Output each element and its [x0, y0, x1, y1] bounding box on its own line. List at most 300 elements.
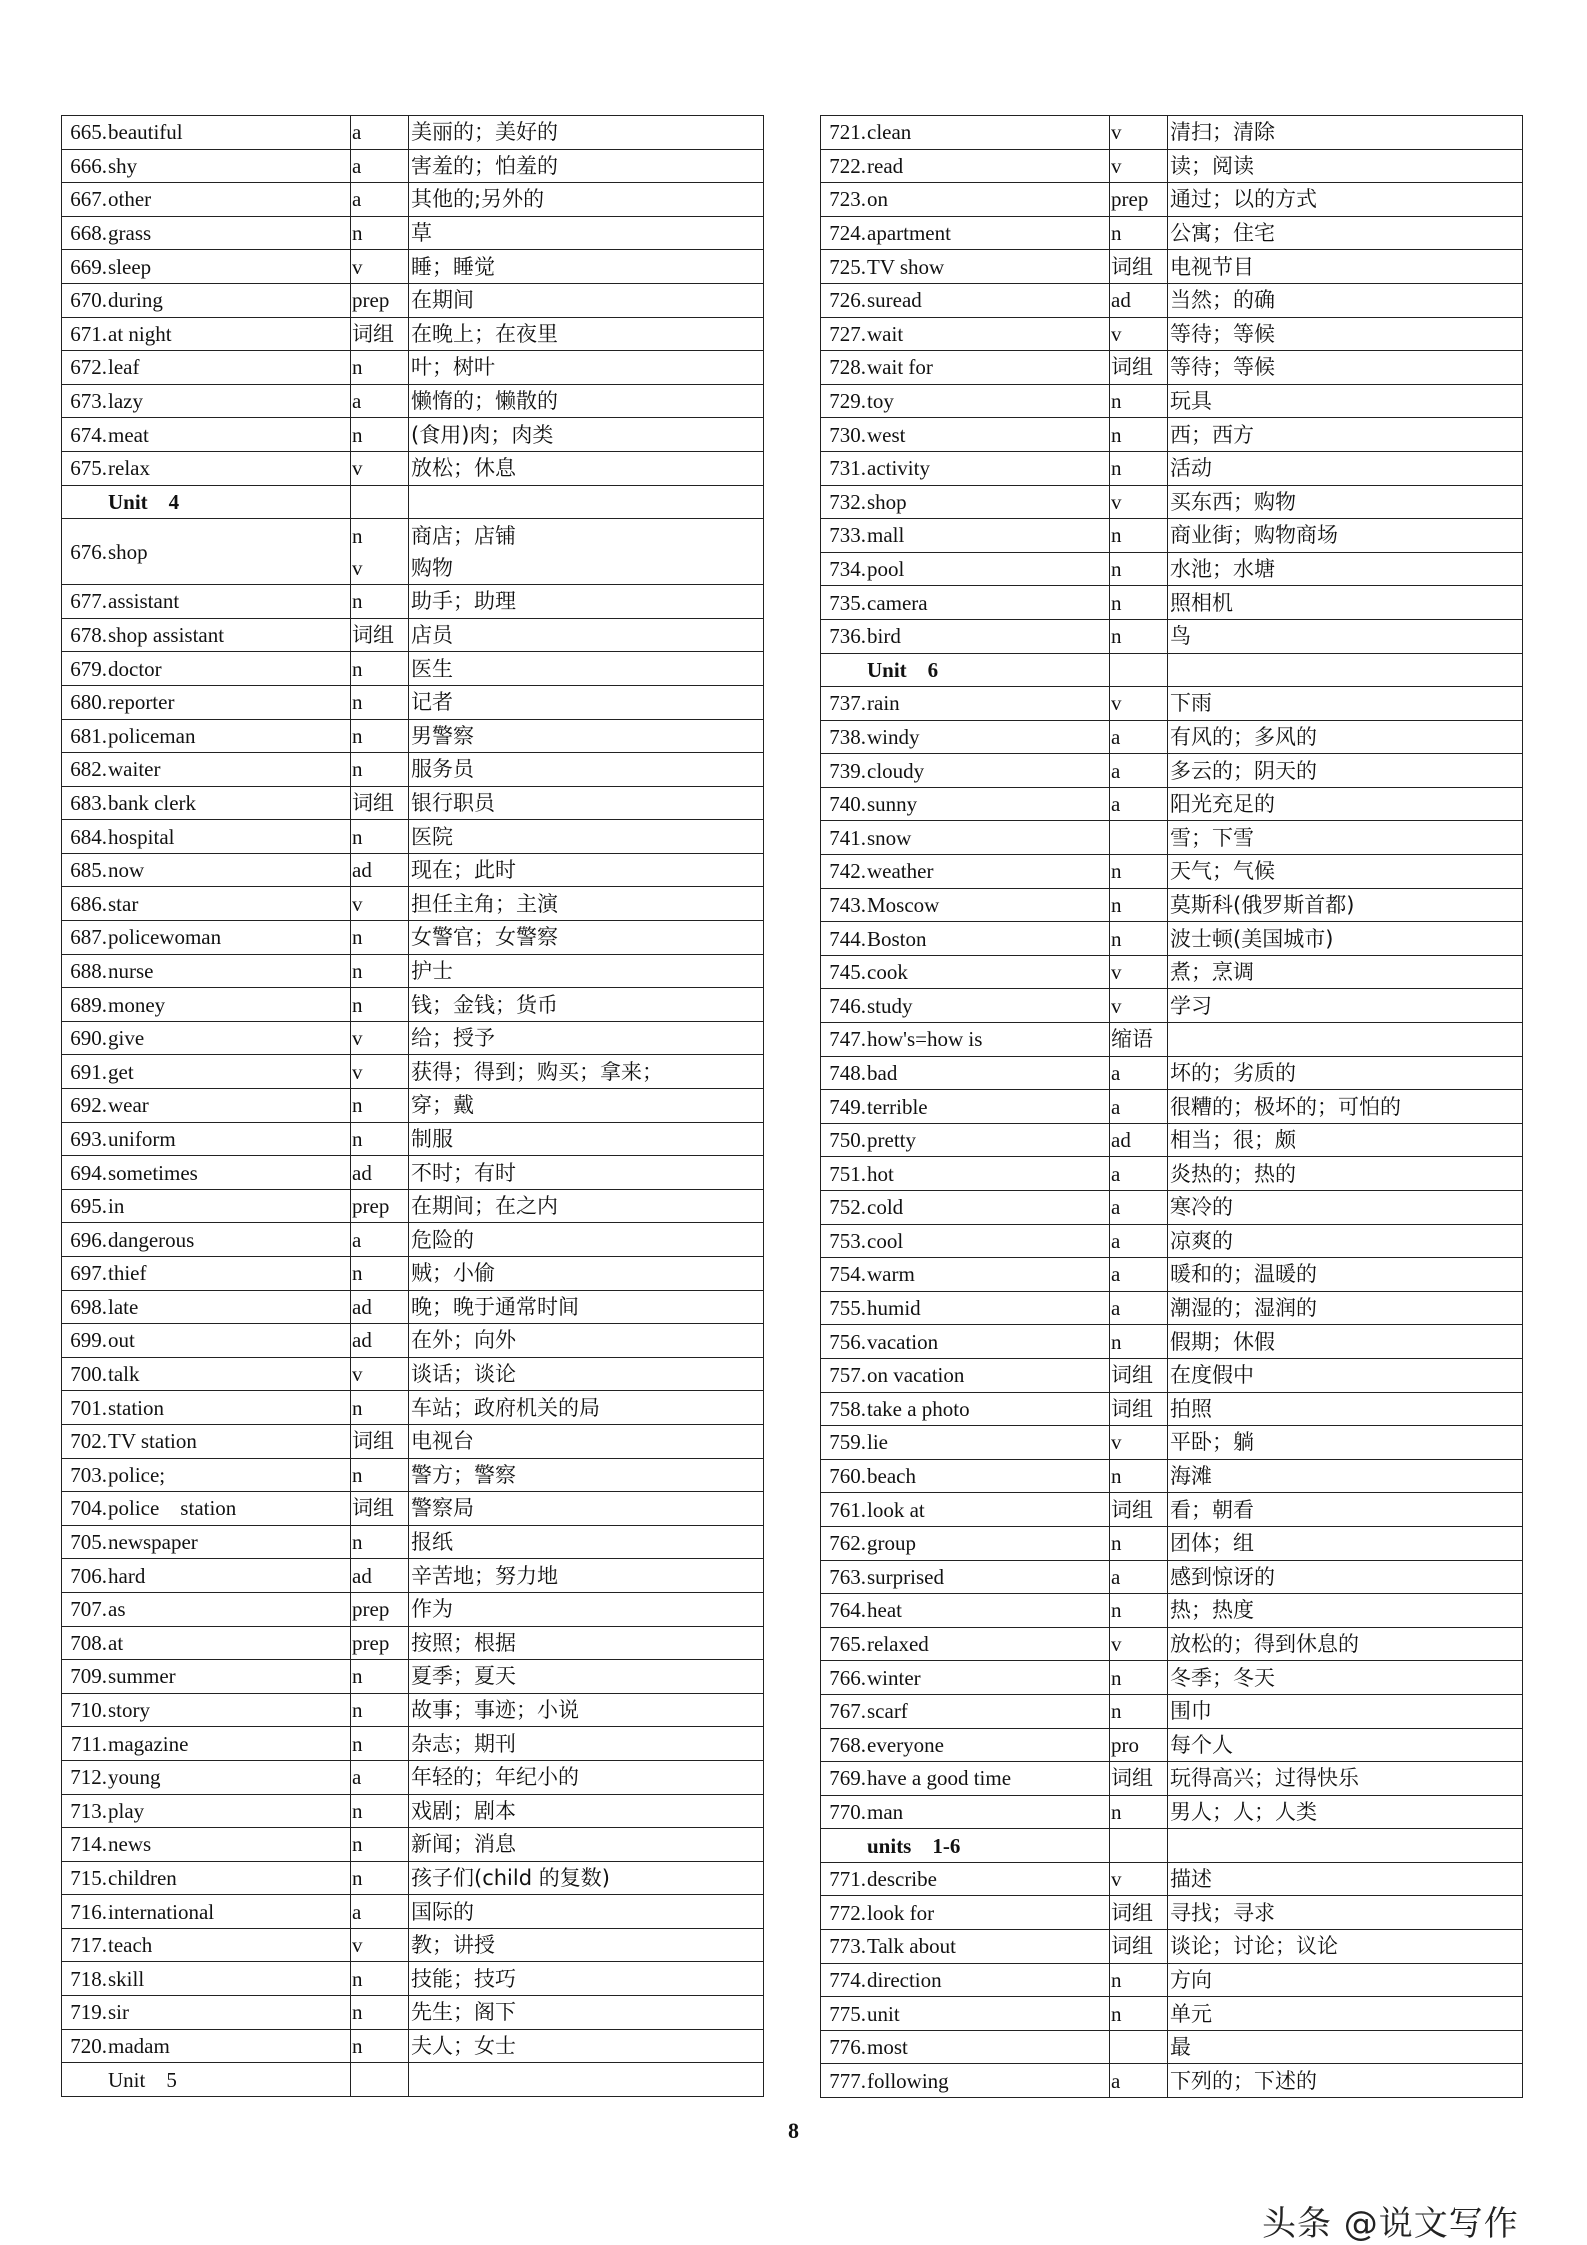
table-row: [821, 1526, 1523, 1560]
table-row: [821, 586, 1523, 620]
entry-translation: 先生；阁下: [409, 1996, 764, 2030]
entry-word: vacation: [866, 1325, 1110, 1359]
entry-number: 732.: [821, 485, 867, 519]
entry-translation: 晚；晚于通常时间: [409, 1290, 764, 1324]
entry-number: 686.: [62, 887, 108, 921]
entry-word: leaf: [107, 351, 351, 385]
entry-word: terrible: [866, 1090, 1110, 1124]
entry-translation: 下雨: [1168, 687, 1523, 721]
entry-translation: 谈话；谈论: [409, 1357, 764, 1391]
entry-word: surprised: [866, 1560, 1110, 1594]
table-row: [821, 451, 1523, 485]
entry-word: study: [866, 989, 1110, 1023]
vocabulary-table-left: [61, 115, 764, 2097]
entry-part-of-speech: v: [351, 1928, 409, 1962]
table-row: [62, 216, 764, 250]
table-row: [62, 1089, 764, 1123]
entry-word: scarf: [866, 1694, 1110, 1728]
entry-translation: 公寓；住宅: [1168, 216, 1523, 250]
entry-translation: 警方；警察: [409, 1458, 764, 1492]
entry-word: cook: [866, 955, 1110, 989]
entry-part-of-speech: ad: [1110, 1123, 1168, 1157]
entry-part-of-speech: n: [351, 1391, 409, 1425]
table-row: [821, 1728, 1523, 1762]
entry-part-of-speech: n: [351, 216, 409, 250]
entry-translation: 草: [409, 216, 764, 250]
table-row: [821, 1358, 1523, 1392]
entry-number: 769.: [821, 1762, 867, 1796]
entry-number: 695.: [62, 1189, 108, 1223]
table-row: [62, 1055, 764, 1089]
entry-number: 711.: [62, 1727, 108, 1761]
entry-word: snow: [866, 821, 1110, 855]
table-row: [821, 250, 1523, 284]
entry-part-of-speech: n: [351, 921, 409, 955]
entry-number: 704.: [62, 1492, 108, 1526]
entry-word: doctor: [107, 652, 351, 686]
entry-part-of-speech: n: [351, 585, 409, 619]
entry-word: west: [866, 418, 1110, 452]
entry-translation: 男警察: [409, 719, 764, 753]
table-row: [821, 989, 1523, 1023]
entry-word: activity: [866, 451, 1110, 485]
entry-part-of-speech: n: [1110, 922, 1168, 956]
entry-number: 671.: [62, 317, 108, 351]
table-row: [62, 1861, 764, 1895]
entry-word: bad: [866, 1056, 1110, 1090]
entry-translation: 多云的；阴天的: [1168, 754, 1523, 788]
vocab-table: [820, 115, 1523, 2098]
entry-translation: 水池；水塘: [1168, 552, 1523, 586]
entry-part-of-speech: a: [1110, 1090, 1168, 1124]
entry-word: bank clerk: [107, 786, 351, 820]
entry-number: 727.: [821, 317, 867, 351]
entry-translation: 当然；的确: [1168, 283, 1523, 317]
entry-number: 694.: [62, 1156, 108, 1190]
entry-part-of-speech: [351, 2063, 409, 2097]
entry-number: 766.: [821, 1661, 867, 1695]
entry-number: 755.: [821, 1291, 867, 1325]
entry-translation: 莫斯科(俄罗斯首都): [1168, 888, 1523, 922]
entry-word: hard: [107, 1559, 351, 1593]
table-row: [821, 2064, 1523, 2098]
entry-number: 757.: [821, 1358, 867, 1392]
entry-translation: 有风的；多风的: [1168, 720, 1523, 754]
entry-part-of-speech: a: [1110, 1056, 1168, 1090]
entry-translation: 孩子们(child 的复数): [409, 1861, 764, 1895]
entry-part-of-speech: 词组: [1110, 1392, 1168, 1426]
entry-word: relaxed: [866, 1627, 1110, 1661]
table-row: [62, 1525, 764, 1559]
table-row: [821, 418, 1523, 452]
table-body: [821, 116, 1523, 2098]
table-row: [821, 317, 1523, 351]
table-row: [821, 1426, 1523, 1460]
entry-number: 707.: [62, 1592, 108, 1626]
entry-word: bird: [866, 619, 1110, 653]
table-row: [821, 1661, 1523, 1695]
entry-word: wait: [866, 317, 1110, 351]
entry-number: 775.: [821, 1997, 867, 2031]
table-row: [62, 921, 764, 955]
table-row: [821, 2030, 1523, 2064]
entry-translation: 清扫；清除: [1168, 116, 1523, 150]
entry-number: 764.: [821, 1594, 867, 1628]
entry-number: 721.: [821, 116, 867, 150]
table-row: [62, 519, 764, 585]
entry-translation: 读；阅读: [1168, 149, 1523, 183]
entry-translation: 睡；睡觉: [409, 250, 764, 284]
table-row: [62, 2029, 764, 2063]
entry-part-of-speech: n: [351, 1458, 409, 1492]
entry-part-of-speech: v: [1110, 485, 1168, 519]
entry-number: 733.: [821, 519, 867, 553]
entry-part-of-speech: 词组: [351, 786, 409, 820]
entry-word: camera: [866, 586, 1110, 620]
entry-translation: 感到惊讶的: [1168, 1560, 1523, 1594]
entry-part-of-speech: [1110, 2030, 1168, 2064]
entry-part-of-speech: v: [1110, 149, 1168, 183]
entry-word: pool: [866, 552, 1110, 586]
entry-word: heat: [866, 1594, 1110, 1628]
entry-word: get: [107, 1055, 351, 1089]
entry-word: newspaper: [107, 1525, 351, 1559]
entry-word: now: [107, 853, 351, 887]
entry-number: 760.: [821, 1459, 867, 1493]
entry-translation: 炎热的；热的: [1168, 1157, 1523, 1191]
entry-number: 749.: [821, 1090, 867, 1124]
entry-number: 723.: [821, 183, 867, 217]
entry-word: humid: [866, 1291, 1110, 1325]
entry-translation: 助手；助理: [409, 585, 764, 619]
entry-number: 699.: [62, 1324, 108, 1358]
entry-number: 706.: [62, 1559, 108, 1593]
table-row: [62, 719, 764, 753]
entry-number: 754.: [821, 1258, 867, 1292]
entry-translation: 波士顿(美国城市): [1168, 922, 1523, 956]
entry-translation: 谈论；讨论；议论: [1168, 1930, 1523, 1964]
entry-number: 683.: [62, 786, 108, 820]
entry-translation: 团体；组: [1168, 1526, 1523, 1560]
entry-part-of-speech: a: [1110, 1258, 1168, 1292]
entry-translation: 围巾: [1168, 1694, 1523, 1728]
entry-translation: [409, 2063, 764, 2097]
entry-part-of-speech: n: [351, 954, 409, 988]
entry-number: 689.: [62, 988, 108, 1022]
entry-part-of-speech: n: [1110, 1594, 1168, 1628]
entry-part-of-speech: v: [351, 1021, 409, 1055]
entry-number: 720.: [62, 2029, 108, 2063]
entry-translation: 不时；有时: [409, 1156, 764, 1190]
table-row: [821, 116, 1523, 150]
table-row: [62, 1559, 764, 1593]
table-row: [821, 351, 1523, 385]
entry-translation: 等待；等候: [1168, 351, 1523, 385]
table-row: [821, 1325, 1523, 1359]
entry-word: direction: [866, 1963, 1110, 1997]
entry-word: winter: [866, 1661, 1110, 1695]
table-row: [62, 1021, 764, 1055]
entry-word: relax: [107, 451, 351, 485]
entry-part-of-speech: n: [1110, 1963, 1168, 1997]
entry-number: 716.: [62, 1895, 108, 1929]
table-row: [62, 887, 764, 921]
entry-part-of-speech: a: [1110, 754, 1168, 788]
entry-word: Talk about: [866, 1930, 1110, 1964]
entry-number: 746.: [821, 989, 867, 1023]
entry-part-of-speech: n: [351, 1828, 409, 1862]
entry-part-of-speech: [351, 519, 409, 585]
entry-part-of-speech: a: [1110, 2064, 1168, 2098]
entry-word: everyone: [866, 1728, 1110, 1762]
entry-number: 768.: [821, 1728, 867, 1762]
table-row: [62, 1794, 764, 1828]
entry-translation: [1168, 1023, 1523, 1057]
table-row: [821, 1023, 1523, 1057]
entry-translation: 店员: [409, 618, 764, 652]
entry-translation: 杂志；期刊: [409, 1727, 764, 1761]
entry-translation: 在晚上；在夜里: [409, 317, 764, 351]
entry-number: 729.: [821, 384, 867, 418]
entry-translation: 夫人；女士: [409, 2029, 764, 2063]
entry-word: warm: [866, 1258, 1110, 1292]
entry-word: wear: [107, 1089, 351, 1123]
entry-part-of-speech: a: [351, 1223, 409, 1257]
entry-word: Boston: [866, 922, 1110, 956]
entry-translation: 国际的: [409, 1895, 764, 1929]
entry-translation: 冬季；冬天: [1168, 1661, 1523, 1695]
entry-part-of-speech: n: [1110, 1795, 1168, 1829]
entry-number: 705.: [62, 1525, 108, 1559]
entry-word: shop: [866, 485, 1110, 519]
unit-heading-row: [821, 653, 1523, 687]
entry-number: 726.: [821, 283, 867, 317]
table-row: [62, 1895, 764, 1929]
entry-part-of-speech-line: v: [352, 555, 363, 580]
entry-translation: 描述: [1168, 1862, 1523, 1896]
entry-number: 667.: [62, 183, 108, 217]
entry-translation: 看；朝看: [1168, 1493, 1523, 1527]
entry-translation: 叶；树叶: [409, 351, 764, 385]
entry-part-of-speech: 词组: [1110, 1493, 1168, 1527]
entry-translation-line: 购物: [411, 555, 453, 580]
entry-part-of-speech: n: [351, 1525, 409, 1559]
entry-number: 674.: [62, 418, 108, 452]
entry-translation: 电视台: [409, 1424, 764, 1458]
entry-number: 742.: [821, 855, 867, 889]
entry-number: 725.: [821, 250, 867, 284]
entry-number: 668.: [62, 216, 108, 250]
entry-part-of-speech: n: [351, 1962, 409, 1996]
entry-translation: 下列的；下述的: [1168, 2064, 1523, 2098]
entry-translation: 危险的: [409, 1223, 764, 1257]
entry-part-of-speech: n: [351, 685, 409, 719]
entry-translation: 技能；技巧: [409, 1962, 764, 1996]
entry-part-of-speech: n: [351, 820, 409, 854]
entry-word: grass: [107, 216, 351, 250]
entry-translation: 鸟: [1168, 619, 1523, 653]
table-row: [62, 652, 764, 686]
entry-word: cool: [866, 1224, 1110, 1258]
entry-word: TV station: [107, 1424, 351, 1458]
table-row: [62, 820, 764, 854]
entry-number: 715.: [62, 1861, 108, 1895]
entry-part-of-speech: n: [351, 2029, 409, 2063]
entry-number: 722.: [821, 149, 867, 183]
table-row: [62, 1223, 764, 1257]
table-row: [821, 1459, 1523, 1493]
entry-part-of-speech: v: [1110, 116, 1168, 150]
table-row: [821, 1392, 1523, 1426]
entry-number: 772.: [821, 1896, 867, 1930]
entry-number: 776.: [821, 2030, 867, 2064]
entry-word: man: [866, 1795, 1110, 1829]
table-row: [62, 1928, 764, 1962]
table-row: [62, 1189, 764, 1223]
table-row: [821, 1493, 1523, 1527]
entry-part-of-speech: ad: [351, 1559, 409, 1593]
entry-translation: 作为: [409, 1592, 764, 1626]
table-row: [821, 183, 1523, 217]
entry-word: nurse: [107, 954, 351, 988]
entry-word: skill: [107, 1962, 351, 1996]
entry-number: 675.: [62, 451, 108, 485]
entry-part-of-speech: 缩语: [1110, 1023, 1168, 1057]
entry-part-of-speech: n: [351, 719, 409, 753]
table-row: [62, 1727, 764, 1761]
entry-part-of-speech: 词组: [1110, 1896, 1168, 1930]
entry-translation: 美丽的；美好的: [409, 116, 764, 150]
entry-part-of-speech: prep: [1110, 183, 1168, 217]
entry-word: hot: [866, 1157, 1110, 1191]
entry-number: 710.: [62, 1693, 108, 1727]
entry-word: Unit 5: [107, 2063, 351, 2097]
table-row: [62, 1626, 764, 1660]
table-row: [821, 888, 1523, 922]
entry-word: during: [107, 283, 351, 317]
entry-part-of-speech: 词组: [1110, 1930, 1168, 1964]
table-row: [62, 853, 764, 887]
entry-number: 672.: [62, 351, 108, 385]
table-row: [62, 1660, 764, 1694]
entry-part-of-speech: n: [351, 1861, 409, 1895]
entry-word: assistant: [107, 585, 351, 619]
entry-word: thief: [107, 1257, 351, 1291]
entry-number: 750.: [821, 1123, 867, 1157]
entry-translation: 最: [1168, 2030, 1523, 2064]
entry-translation: 教；讲授: [409, 1928, 764, 1962]
entry-word: late: [107, 1290, 351, 1324]
entry-translation-line: 商店；店铺: [411, 523, 516, 548]
entry-part-of-speech: n: [1110, 519, 1168, 553]
entry-part-of-speech: v: [1110, 317, 1168, 351]
entry-translation: 故事；事迹；小说: [409, 1693, 764, 1727]
entry-word: have a good time: [866, 1762, 1110, 1796]
entry-translation: 假期；休假: [1168, 1325, 1523, 1359]
table-row: [62, 1357, 764, 1391]
entry-translation: 电视节目: [1168, 250, 1523, 284]
entry-number: 763.: [821, 1560, 867, 1594]
entry-part-of-speech: n: [1110, 1661, 1168, 1695]
entry-part-of-speech: v: [351, 1357, 409, 1391]
entry-part-of-speech: a: [1110, 720, 1168, 754]
entry-part-of-speech: n: [351, 753, 409, 787]
entry-number: 738.: [821, 720, 867, 754]
entry-part-of-speech: 词组: [351, 1424, 409, 1458]
entry-translation: 放松；休息: [409, 451, 764, 485]
table-row: [62, 1458, 764, 1492]
entry-word: sleep: [107, 250, 351, 284]
table-row: [821, 1056, 1523, 1090]
entry-translation: 其他的;另外的: [409, 183, 764, 217]
entry-part-of-speech: v: [351, 451, 409, 485]
entry-part-of-speech: n: [1110, 552, 1168, 586]
entry-part-of-speech: n: [351, 351, 409, 385]
entry-number: [62, 485, 108, 519]
entry-word: toy: [866, 384, 1110, 418]
table-row: [62, 351, 764, 385]
entry-part-of-speech: [351, 485, 409, 519]
entry-word: police;: [107, 1458, 351, 1492]
table-row: [62, 1492, 764, 1526]
table-row: [821, 1930, 1523, 1964]
entry-number: 676.: [62, 519, 108, 585]
entry-part-of-speech: v: [1110, 1426, 1168, 1460]
entry-part-of-speech: a: [351, 183, 409, 217]
table-row: [821, 720, 1523, 754]
entry-word: beautiful: [107, 116, 351, 150]
entry-translation: 现在；此时: [409, 853, 764, 887]
entry-number: 767.: [821, 1694, 867, 1728]
entry-part-of-speech: n: [351, 1660, 409, 1694]
entry-number: 730.: [821, 418, 867, 452]
table-row: [62, 149, 764, 183]
entry-number: 665.: [62, 116, 108, 150]
table-row: [821, 1594, 1523, 1628]
entry-translation: 寒冷的: [1168, 1191, 1523, 1225]
entry-number: 735.: [821, 586, 867, 620]
entry-translation: 等待；等候: [1168, 317, 1523, 351]
entry-translation: 方向: [1168, 1963, 1523, 1997]
table-row: [62, 1760, 764, 1794]
entry-translation: [1168, 653, 1523, 687]
entry-number: 708.: [62, 1626, 108, 1660]
entry-word: look for: [866, 1896, 1110, 1930]
entry-word: in: [107, 1189, 351, 1223]
entry-word: clean: [866, 116, 1110, 150]
entry-number: 743.: [821, 888, 867, 922]
entry-translation: 按照；根据: [409, 1626, 764, 1660]
entry-part-of-speech: prep: [351, 1592, 409, 1626]
table-row: [62, 954, 764, 988]
entry-word: international: [107, 1895, 351, 1929]
entry-word: Unit 4: [107, 485, 351, 519]
table-row: [821, 1291, 1523, 1325]
entry-number: 687.: [62, 921, 108, 955]
entry-translation: 护士: [409, 954, 764, 988]
table-row: [62, 1693, 764, 1727]
entry-part-of-speech: n: [351, 988, 409, 1022]
entry-translation: 单元: [1168, 1997, 1523, 2031]
entry-translation: 银行职员: [409, 786, 764, 820]
table-row: [821, 485, 1523, 519]
entry-translation: 钱；金钱；货币: [409, 988, 764, 1022]
entry-word: children: [107, 1861, 351, 1895]
entry-word: how's=how is: [866, 1023, 1110, 1057]
table-row: [821, 754, 1523, 788]
entry-number: 771.: [821, 1862, 867, 1896]
table-row: [821, 922, 1523, 956]
